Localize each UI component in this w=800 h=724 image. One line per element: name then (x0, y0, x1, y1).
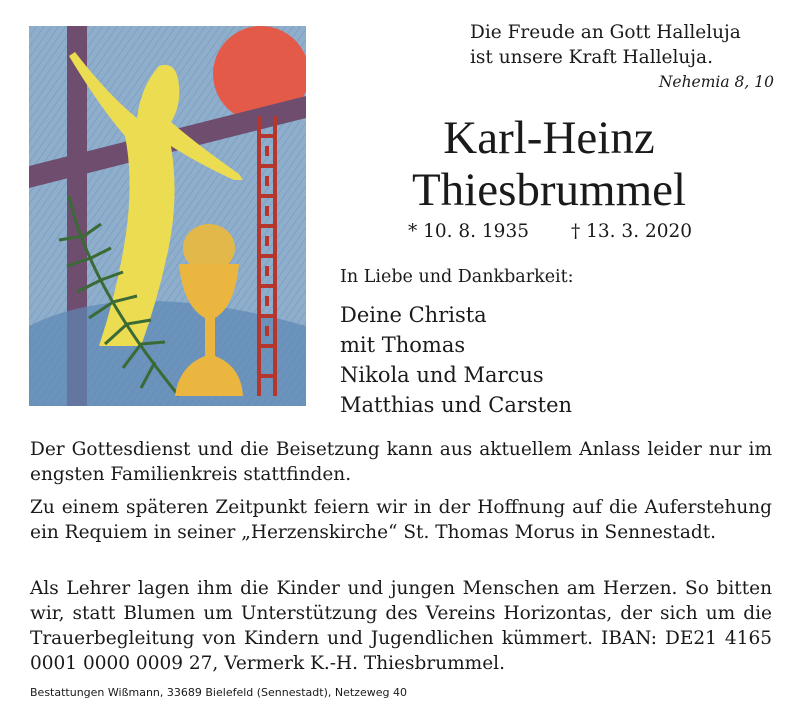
funeral-notice-paragraph: Der Gottesdienst und die Beisetzung kann aus aktuellem Anlass leider nur im engsten Familienkreis stattfinden. (30, 439, 772, 485)
mourner-name: mit Thomas (340, 333, 466, 357)
funeral-home-footer: Bestattungen Wißmann, 33689 Bielefeld (Sennestadt), Netzeweg 40 (30, 686, 407, 699)
first-name: Karl-Heinz (443, 112, 655, 164)
bible-quote (470, 20, 770, 70)
quote-line-2: ist unsere Kraft Halleluja. (470, 47, 713, 68)
quote-reference: Nehemia 8, 10 (658, 73, 774, 91)
mourners-intro: In Liebe und Dankbarkeit: (340, 267, 574, 287)
mourner-name: Matthias und Carsten (340, 393, 573, 417)
donation-paragraph: Als Lehrer lagen ihm die Kinder und jungen Menschen am Herzen. So bitten wir, statt Blumen um Unterstützung des Vereins Horizontas, der sich um die Trauerbegleitung von Kindern und Jugendlichen kümmert. IBAN: DE21 4165 0001 0000 0009 27, Vermerk K.-H. Thiesbrummel. (30, 578, 772, 674)
birth-date: * 10. 8. 1935 (407, 221, 529, 242)
religious-illustration (29, 26, 306, 406)
deceased-name (325, 112, 773, 216)
life-dates (340, 221, 760, 242)
requiem-paragraph: Zu einem späteren Zeitpunkt feiern wir in der Hoffnung auf die Auferstehung ein Requiem in seiner „Herzenskirche“ St. Thomas Morus in Sennestadt. (30, 497, 772, 543)
mourner-name: Nikola und Marcus (340, 363, 544, 387)
mourner-name: Deine Christa (340, 303, 487, 327)
last-name: Thiesbrummel (411, 164, 687, 216)
mourners-list (340, 300, 572, 420)
death-date: † 13. 3. 2020 (571, 221, 693, 242)
quote-line-1: Die Freude an Gott Halleluja (470, 22, 741, 43)
artwork-drawing-icon (29, 26, 306, 406)
